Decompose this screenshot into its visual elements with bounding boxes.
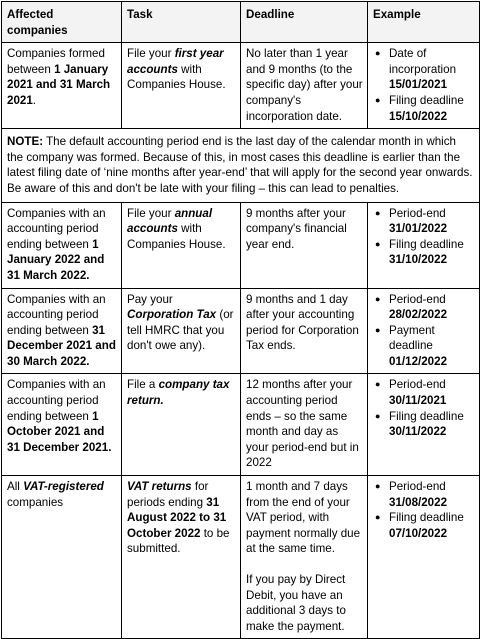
example-list-item	[373, 377, 475, 408]
text-run: Companies with an accounting period ending between	[7, 292, 106, 337]
affected-companies-cell	[2, 476, 122, 639]
emphasis-text: 1 October 2021 and 31 December 2021.	[7, 409, 112, 454]
text-run: with Companies House.	[127, 62, 226, 92]
example-list-item	[373, 237, 475, 268]
example-list-item	[373, 479, 475, 510]
task-cell	[122, 476, 241, 639]
emphasis-text: 1 January 2022 and 31 March 2022.	[7, 237, 105, 282]
deadline-cell	[241, 43, 368, 129]
deadline-cell	[241, 374, 368, 476]
text-run: Filing deadline	[389, 409, 464, 423]
table-row	[2, 476, 480, 639]
emphasis-text: 1 January 2021 and 31 March 2021	[7, 62, 111, 107]
table-header-row	[2, 2, 480, 43]
example-cell	[368, 374, 480, 476]
example-cell	[368, 202, 480, 288]
text-run: 1 month and 7 days from the end of your VAT period, with payment normally due at the same time.	[246, 480, 361, 556]
task-cell	[122, 43, 241, 129]
emphasis-text: annual accounts	[127, 206, 213, 236]
text-run: All	[7, 480, 24, 494]
text-run: Filing deadline	[389, 93, 464, 107]
deadline-paragraph	[246, 292, 363, 354]
text-run: Period-end	[389, 292, 446, 306]
text-run: Payment deadline	[389, 323, 435, 353]
text-run: If you pay by Direct Debit, you have an additional 3 days to make the payment.	[246, 573, 346, 633]
emphasis-text: 31/10/2022	[389, 253, 448, 267]
task-cell	[122, 374, 241, 476]
deadline-cell	[241, 288, 368, 374]
example-list	[373, 377, 475, 439]
table-row	[2, 288, 480, 374]
example-list	[373, 292, 475, 370]
task-cell	[122, 202, 241, 288]
affected-companies-cell	[2, 374, 122, 476]
header-task: Task	[122, 2, 241, 43]
emphasis-text: VAT-registered	[23, 480, 104, 494]
example-list	[373, 206, 475, 268]
emphasis-text: VAT returns	[127, 480, 192, 494]
text-run: for periods ending	[127, 480, 209, 509]
example-cell	[368, 43, 480, 129]
example-list-item	[373, 292, 475, 323]
emphasis-text: 15/10/2022	[389, 109, 448, 123]
note-cell	[2, 129, 480, 202]
note-row	[2, 129, 480, 202]
deadlines-table	[1, 1, 480, 639]
text-run: to be submitted.	[127, 526, 230, 556]
emphasis-text: 30/11/2022	[389, 425, 447, 439]
example-list-item	[373, 93, 475, 124]
affected-companies-cell	[2, 43, 122, 129]
text-run: The default accounting period end is the last day of the calendar month in which the company was formed. Because of this, in most cases this deadline is earlier than the latest filing date of ‘nine months after year-end’ that will apply for the second year onwards. Be aware of this and don't be late with your filing – this can lead to penalties.	[7, 135, 473, 195]
text-run: 9 months after your company's financial year end.	[246, 206, 347, 251]
example-list-item	[373, 409, 475, 440]
affected-companies-cell	[2, 288, 122, 374]
text-run: (or tell HMRC that you don't owe any).	[127, 308, 234, 353]
example-list-item	[373, 46, 475, 93]
header-example: Example	[368, 2, 480, 43]
deadline-cell	[241, 202, 368, 288]
text-run: Filing deadline	[389, 511, 464, 525]
deadline-paragraph	[246, 206, 363, 253]
text-run: with Companies House.	[127, 222, 226, 251]
table-row	[2, 43, 480, 129]
text-run: No later than 1 year and 9 months (to the specific day) after your company's incorporation date.	[246, 47, 363, 123]
table-row	[2, 202, 480, 288]
text-run: .	[32, 93, 37, 107]
emphasis-text: 31/08/2022	[389, 495, 448, 509]
text-run: Companies formed between	[7, 47, 105, 76]
text-run: Date of incorporation	[389, 47, 457, 76]
affected-companies-cell	[2, 202, 122, 288]
text-run: Period-end	[389, 206, 446, 220]
example-list	[373, 46, 475, 124]
emphasis-text: company tax return.	[127, 378, 230, 408]
deadline-paragraph	[246, 572, 363, 634]
deadline-paragraph	[246, 479, 363, 557]
task-cell	[122, 288, 241, 374]
text-run: File your	[127, 206, 175, 220]
example-list-item	[373, 323, 475, 370]
deadline-paragraph	[246, 377, 363, 471]
text-run: File a	[127, 378, 159, 392]
emphasis-text: 31/01/2022	[389, 222, 448, 236]
header-deadline: Deadline	[241, 2, 368, 43]
deadline-cell	[241, 476, 368, 639]
text-run: 9 months and 1 day after your accounting period for Corporation Tax ends.	[246, 292, 359, 353]
text-run: companies	[7, 495, 64, 509]
example-cell	[368, 288, 480, 374]
table-body	[2, 43, 480, 639]
text-run: Companies with an accounting period ending between	[7, 378, 106, 423]
emphasis-text: 31 December 2021 and 30 March 2022.	[7, 323, 116, 368]
emphasis-text: Corporation Tax	[127, 308, 217, 322]
emphasis-text: 01/12/2022	[389, 354, 448, 368]
emphasis-text: 31 August 2022 to 31 October 2022	[127, 495, 227, 540]
emphasis-text: 28/02/2022	[389, 308, 448, 322]
emphasis-text: 30/11/2021	[389, 394, 447, 408]
emphasis-text: 15/01/2021	[389, 78, 448, 92]
text-run: Period-end	[389, 378, 446, 392]
text-run: 12 months after your accounting period ends – so the same month and day as your period-end but in 2022	[246, 378, 359, 470]
table-row	[2, 374, 480, 476]
example-list	[373, 479, 475, 541]
paragraph-gap	[246, 557, 363, 572]
example-cell	[368, 476, 480, 639]
text-run: Companies with an accounting period ending between	[7, 206, 106, 251]
text-run: Period-end	[389, 480, 446, 494]
emphasis-text: first year accounts	[127, 47, 224, 76]
example-list-item	[373, 206, 475, 237]
text-run: File your	[127, 47, 175, 61]
emphasis-text: NOTE:	[7, 135, 44, 149]
deadline-paragraph	[246, 46, 363, 124]
emphasis-text: 07/10/2022	[389, 526, 448, 540]
text-run: Pay your	[127, 292, 173, 306]
header-affected-companies: Affected companies	[2, 2, 122, 43]
deadlines-document	[0, 1, 480, 633]
example-list-item	[373, 510, 475, 541]
text-run: Filing deadline	[389, 237, 464, 251]
